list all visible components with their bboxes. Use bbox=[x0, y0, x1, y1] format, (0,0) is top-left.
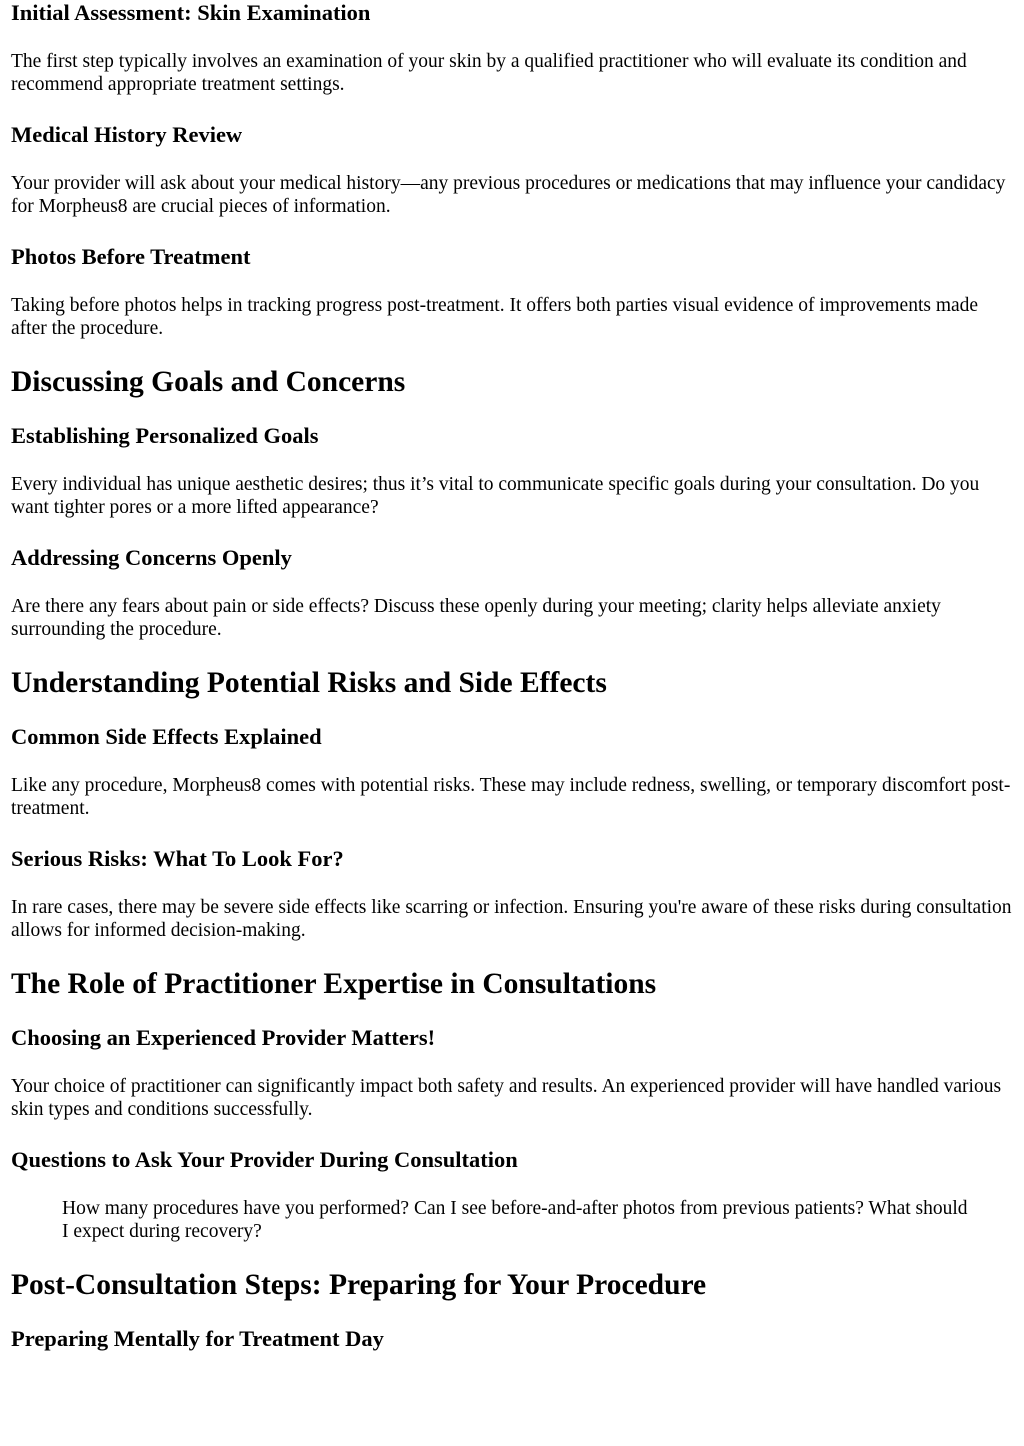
subsection-heading: Questions to Ask Your Provider During Consultation bbox=[11, 1147, 518, 1172]
section-heading: Understanding Potential Risks and Side Effects bbox=[11, 667, 607, 699]
paragraph: In rare cases, there may be severe side effects like scarring or infection. Ensuring you're aware of these risks during consultation allows for informed decision-making. bbox=[11, 897, 1012, 941]
paragraph: Like any procedure, Morpheus8 comes with potential risks. These may include redness, swelling, or temporary discomfort post-treatment. bbox=[11, 775, 1011, 819]
section-heading: Post-Consultation Steps: Preparing for Your Procedure bbox=[11, 1269, 707, 1301]
questions-blockquote: How many procedures have you performed? Can I see before-and-after photos from previous patients? What should I expect during recovery? bbox=[62, 1198, 968, 1242]
paragraph: Your provider will ask about your medical history—any previous procedures or medications that may influence your candidacy for Morpheus8 are crucial pieces of information. bbox=[11, 173, 1006, 217]
subsection-heading: Preparing Mentally for Treatment Day bbox=[11, 1326, 384, 1351]
paragraph: Are there any fears about pain or side effects? Discuss these openly during your meeting; clarity helps alleviate anxiety surrounding the procedure. bbox=[11, 596, 941, 640]
subsection-heading: Serious Risks: What To Look For? bbox=[11, 846, 344, 871]
section-heading: The Role of Practitioner Expertise in Consultations bbox=[11, 968, 657, 1000]
paragraph: The first step typically involves an examination of your skin by a qualified practitioner who will evaluate its condition and recommend appropriate treatment settings. bbox=[11, 51, 967, 95]
paragraph: Your choice of practitioner can significantly impact both safety and results. An experienced provider will have handled various skin types and conditions successfully. bbox=[11, 1076, 1002, 1120]
subsection-heading: Establishing Personalized Goals bbox=[11, 423, 319, 448]
subsection-heading: Medical History Review bbox=[11, 122, 243, 147]
subsection-heading: Choosing an Experienced Provider Matters! bbox=[11, 1025, 436, 1050]
subsection-heading: Photos Before Treatment bbox=[11, 244, 251, 269]
subsection-heading: Common Side Effects Explained bbox=[11, 724, 322, 749]
subsection-heading: Initial Assessment: Skin Examination bbox=[11, 0, 371, 25]
subsection-heading: Addressing Concerns Openly bbox=[11, 545, 292, 570]
paragraph: Every individual has unique aesthetic desires; thus it’s vital to communicate specific goals during your consultation. Do you want tighter pores or a more lifted appearance? bbox=[11, 474, 980, 518]
section-heading: Discussing Goals and Concerns bbox=[11, 366, 406, 398]
paragraph: Taking before photos helps in tracking progress post-treatment. It offers both parties visual evidence of improvements made after the procedure. bbox=[11, 295, 979, 339]
